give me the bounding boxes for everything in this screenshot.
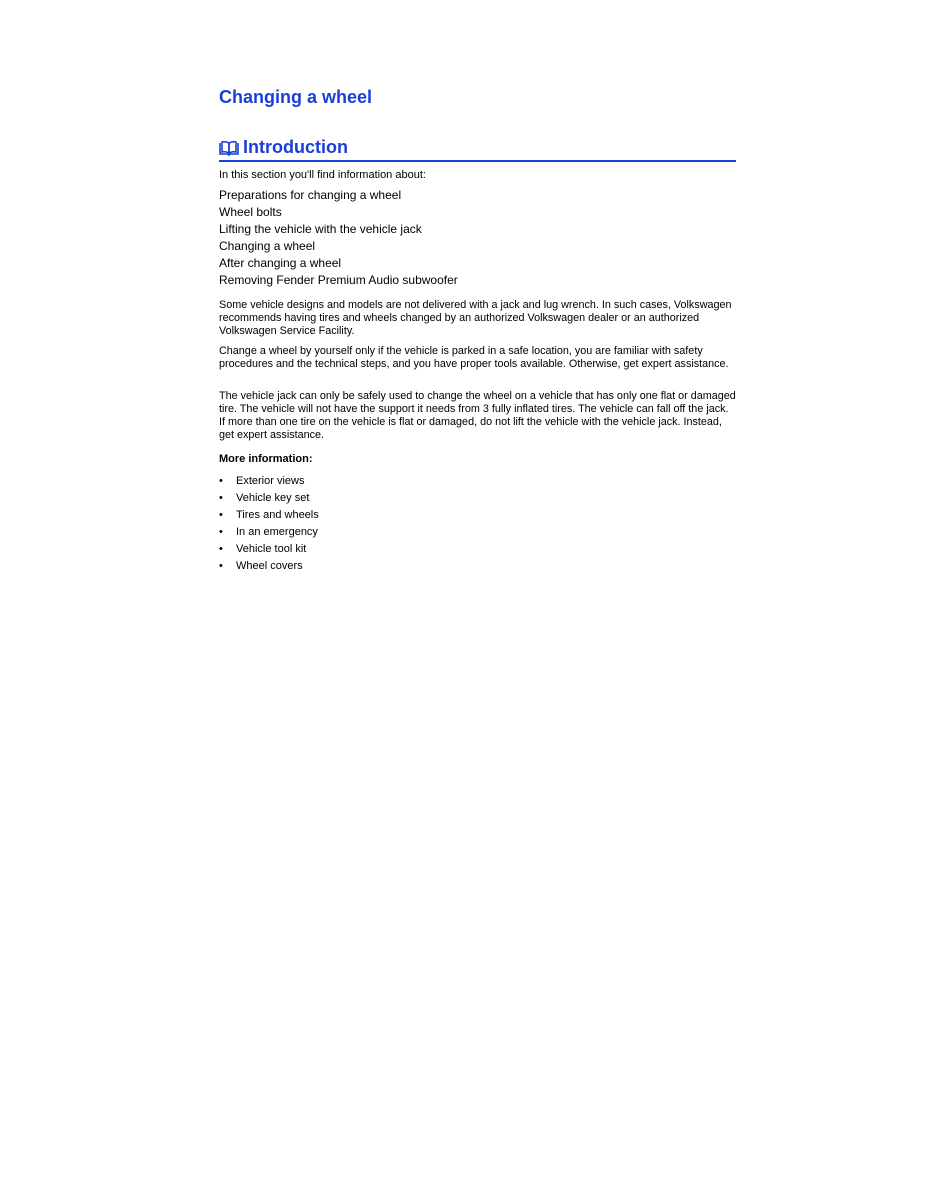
list-item-label: Vehicle key set [236,491,310,504]
list-item [219,506,319,523]
bullet: • [219,508,223,521]
topic-item: After changing a wheel [219,256,342,270]
bullet: • [219,542,223,555]
chapter-title: Changing a wheel [219,87,373,107]
list-item [219,557,319,574]
list-item-label: Vehicle tool kit [236,542,307,555]
paragraph-jack-warning: The vehicle jack can only be safely used to change the wheel on a vehicle that has only one flat or damaged tire. The vehicle will not have the support it needs from 3 fully inflated tires. The vehicle can fall off the jack. If more than one tire on the vehicle is flat or damaged, do not lift the vehicle with the vehicle jack. Instead, get expert assistance. [219,390,736,441]
list-item [219,489,319,506]
section-title: Introduction [243,137,348,157]
topic-item: Changing a wheel [219,239,316,253]
list-item [219,523,319,540]
more-information-list [219,472,319,574]
intro-line: In this section you'll find information about: [219,169,426,181]
book-icon [219,140,239,156]
list-item-label: Tires and wheels [236,508,319,521]
bullet: • [219,525,223,538]
bullet: • [219,491,223,504]
topic-item: Lifting the vehicle with the vehicle jack [219,222,422,236]
list-item-label: In an emergency [236,525,318,538]
topic-item: Wheel bolts [219,205,282,219]
list-item [219,472,319,489]
topic-list [219,187,458,289]
topic-item: Removing Fender Premium Audio subwoofer [219,273,458,287]
topic-item: Preparations for changing a wheel [219,188,402,202]
paragraph-safety: Change a wheel by yourself only if the vehicle is parked in a safe location, you are familiar with safety procedures and the technical steps, and you have proper tools available. Otherwise, get expert assistance. [219,345,729,370]
list-item [219,540,319,557]
list-item-label: Wheel covers [236,559,303,572]
list-item-label: Exterior views [236,474,305,487]
section-heading [219,136,736,162]
more-information-heading: More information: [219,453,313,465]
paragraph-jack-availability: Some vehicle designs and models are not delivered with a jack and lug wrench. In such cases, Volkswagen recommends having tires and wheels changed by an authorized Volkswagen dealer or an authorized Volkswagen Service Facility. [219,299,732,337]
bullet: • [219,474,223,487]
bullet: • [219,559,223,572]
